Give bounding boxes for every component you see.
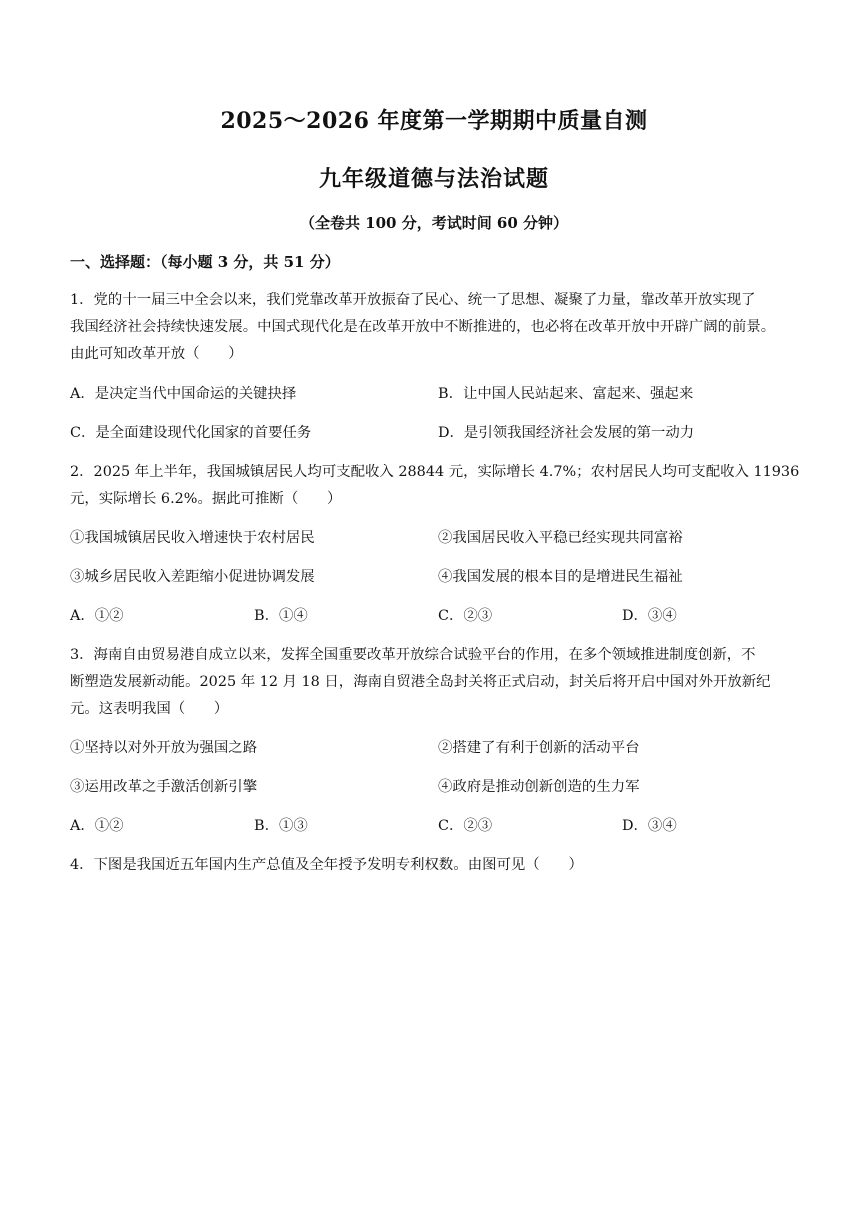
question-3-statement-3: ③运用改革之手激活创新引擎 <box>70 779 258 795</box>
question-2-line-2: 元，实际增长 6.2%。据此可推断（ ） <box>70 491 342 507</box>
question-2-choice-c: C．②③ <box>438 608 493 624</box>
question-1-option-a: A．是决定当代中国命运的关键抉择 <box>70 386 297 402</box>
question-2-line-1: 2．2025 年上半年，我国城镇居民人均可支配收入 28844 元，实际增长 4.7%；农村居民人均可支配收入 11936 <box>70 464 800 480</box>
question-2-statement-3: ③城乡居民收入差距缩小促进协调发展 <box>70 569 315 585</box>
question-1-option-c: C．是全面建设现代化国家的首要任务 <box>70 425 312 441</box>
question-2-choice-a: A．①② <box>70 608 124 624</box>
question-2-choice-b: B．①④ <box>254 608 308 624</box>
question-1-option-d: D．是引领我国经济社会发展的第一动力 <box>438 425 695 441</box>
question-3-statement-1: ①坚持以对外开放为强国之路 <box>70 740 258 756</box>
exam-info: （全卷共 100 分，考试时间 60 分钟） <box>299 214 569 232</box>
question-1-line-3: 由此可知改革开放（ ） <box>70 346 243 362</box>
question-3-choice-c: C．②③ <box>438 818 493 834</box>
question-3-line-3: 元。这表明我国（ ） <box>70 701 229 717</box>
exam-subtitle: 九年级道德与法治试题 <box>318 166 549 192</box>
question-1-line-2: 我国经济社会持续快速发展。中国式现代化是在改革开放中不断推进的，也必将在改革开放中开辟广阔的前景。 <box>70 319 776 335</box>
question-1-option-b: B．让中国人民站起来、富起来、强起来 <box>438 386 694 402</box>
question-2-statement-4: ④我国发展的根本目的是增进民生福祉 <box>438 569 683 585</box>
question-1-line-1: 1．党的十一届三中全会以来，我们党靠改革开放振奋了民心、统一了思想、凝聚了力量，靠改革开放实现了 <box>70 292 756 308</box>
question-3-line-2: 断塑造发展新动能。2025 年 12 月 18 日，海南自贸港全岛封关将正式启动，封关后将开启中国对外开放新纪 <box>70 674 771 690</box>
exam-title: 2025～2026 年度第一学期期中质量自测 <box>220 108 648 134</box>
question-4-line-1: 4．下图是我国近五年国内生产总值及全年授予发明专利权数。由图可见（ ） <box>70 857 583 873</box>
question-3-choice-a: A．①② <box>70 818 124 834</box>
section-heading: 一、选择题：（每小题 3 分，共 51 分） <box>70 253 340 271</box>
question-3-choice-d: D．③④ <box>622 818 677 834</box>
question-3-statement-2: ②搭建了有利于创新的活动平台 <box>438 740 640 756</box>
question-3-line-1: 3．海南自由贸易港自成立以来，发挥全国重要改革开放综合试验平台的作用，在多个领域推进制度创新，不 <box>70 647 756 663</box>
question-2-statement-1: ①我国城镇居民收入增速快于农村居民 <box>70 530 315 546</box>
question-3-statement-4: ④政府是推动创新创造的生力军 <box>438 779 640 795</box>
question-3-choice-b: B．①③ <box>254 818 308 834</box>
question-2-choice-d: D．③④ <box>622 608 677 624</box>
question-2-statement-2: ②我国居民收入平稳已经实现共同富裕 <box>438 530 683 546</box>
